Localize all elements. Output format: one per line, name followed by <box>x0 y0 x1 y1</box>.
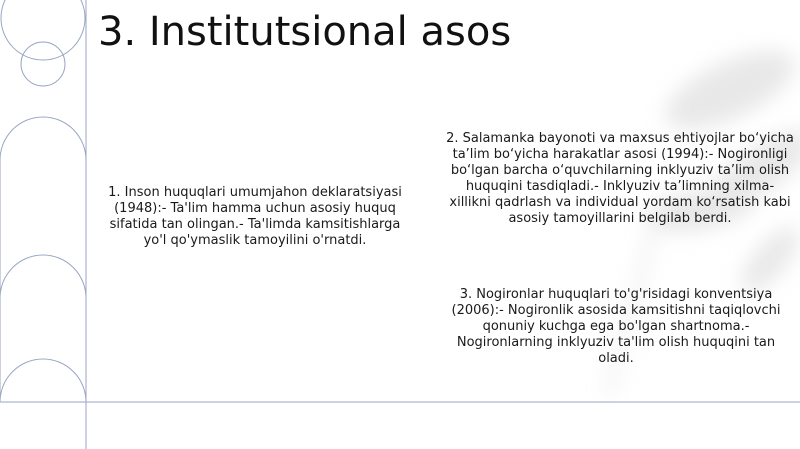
text-block-salamanca: 2. Salamanka bayonoti va maxsus ehtiyojlar bo‘yicha ta’lim bo‘yicha harakatlar asosi (1994):- Nogironligi bo‘lgan barcha o‘quvchilarning inklyuziv ta’lim olish huquqini tasdiqladi.- Inklyuziv ta’limning xilma-xillikni qadrlash va individual yordam ko‘rsatish kabi asosiy tamoyillarini belgilab berdi. <box>446 131 794 226</box>
circle-arc-decoration <box>0 0 86 402</box>
text-block-declaration: 1. Inson huquqlari umumjahon deklaratsiyasi (1948):- Ta'lim hamma uchun asosiy huquq sifatida tan olingan.- Ta'limda kamsitishlarga yo'l qo'ymaslik tamoyilini o'rnatdi. <box>108 185 402 248</box>
slide-title: 3. Institutsional asos <box>98 9 512 55</box>
text-block-convention: 3. Nogironlar huquqlari to'g'risidagi konventsiya (2006):- Nogironlik asosida kamsitishni taqiqlovchi qonuniy kuchga ega bo'lgan shartnoma.- Nogironlarning inklyuziv ta'lim olish huquqini tan oladi. <box>451 287 781 366</box>
